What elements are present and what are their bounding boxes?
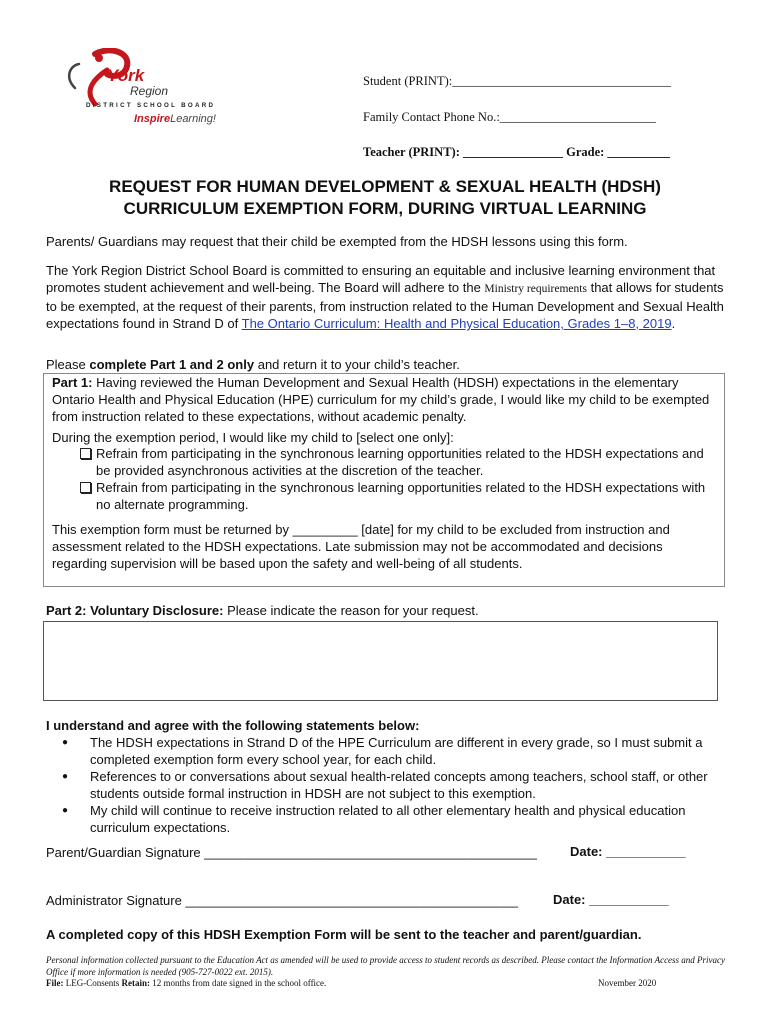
bullet-1-dot: ● [62, 737, 69, 748]
return-by-text: This exemption form must be returned by _________ [date] for my child to be excluded from instruction and assessment related to the HDSH expectations. Late submission may not be accommodated and decisions regarding supervision will be based upon the safety and well-being of all students. [52, 522, 670, 571]
exemption-period-text: During the exemption period, I would like my child to [select one only]: [52, 430, 454, 445]
form-version-date: November 2020 [598, 978, 657, 988]
part1-text: Part 1: Having reviewed the Human Development and Sexual Health (HDSH) expectations in the elementary Ontario Health and Physical Education (HPE) curriculum for my child’s grade, I would like my child to be exempted from instruction related to these expectations, without academic penalty. [52, 375, 710, 424]
ministry-requirements-text: Ministry requirements [484, 283, 587, 295]
option1-label: Refrain from participating in the synchronous learning opportunities related to the HDSH expectations and be provided asynchronous activities at the discretion of the teacher. [96, 446, 704, 478]
option2-label: Refrain from participating in the synchronous learning opportunities related to the HDSH expectations with no alternate programming. [96, 480, 706, 512]
agreement-item-3: My child will continue to receive instruction related to all other elementary health and physical education curriculum expectations. [90, 803, 686, 835]
family-phone-field[interactable]: Family Contact Phone No.:_________________________ [363, 110, 657, 124]
student-name-field[interactable]: Student (PRINT):___________________________________ [363, 74, 671, 88]
intro-paragraph-3: Please complete Part 1 and 2 only and return it to your child’s teacher. [46, 357, 460, 372]
intro-paragraph-1: Parents/ Guardians may request that their child be exempted from the HDSH lessons using this form. [46, 234, 628, 249]
admin-signature-line[interactable]: Administrator Signature ______________________________________________ [46, 893, 519, 908]
agreement-item-1: The HDSH expectations in Strand D of the HPE Curriculum are different in every grade, so I must submit a completed exemption form every school year, for each child. [90, 735, 703, 767]
intro-paragraph-2: The York Region District School Board is committed to ensuring an equitable and inclusive learning environment that promotes student achievement and well-being. The Board will adhere to the Ministry requirements that allows for students to be exempted, at the request of their parents, from instruction related to the Human Development and Sexual Health expectations found in Strand D of The Ontario Curriculum: Health and Physical Education, Grades 1–8, 2019. [46, 263, 724, 331]
agreement-heading: I understand and agree with the following statements below: [46, 718, 420, 733]
option1-checkbox[interactable] [80, 448, 91, 459]
agreement-item-2: References to or conversations about sexual health-related concepts among teachers, school staff, or other students outside formal instruction in HDSH are not subject to this exemption. [90, 769, 708, 801]
ontario-curriculum-link[interactable]: The Ontario Curriculum: Health and Physical Education, Grades 1–8, 2019 [241, 316, 672, 331]
disclosure-textbox[interactable] [43, 621, 718, 701]
parent-signature-line[interactable]: Parent/Guardian Signature ______________________________________________ [46, 845, 537, 860]
parent-date-line[interactable]: Date: ___________ [570, 844, 686, 859]
option2-checkbox[interactable] [80, 482, 91, 493]
bullet-3-dot: ● [62, 805, 69, 816]
file-retention-info: File: LEG-Consents Retain: 12 months from date signed in the school office. [46, 978, 327, 988]
bullet-2-dot: ● [62, 771, 69, 782]
part2-heading: Part 2: Voluntary Disclosure: Please indicate the reason for your request. [46, 603, 479, 618]
form-title-line2: CURRICULUM EXEMPTION FORM, DURING VIRTUAL LEARNING [123, 199, 647, 218]
logo-york-text: York [107, 66, 145, 85]
privacy-notice: Personal information collected pursuant to the Education Act as amended will be used to provide access to student records as described. Please contact the Information Access and Privacy Office if more information is needed (905-727-0022 ext. 2015). [46, 955, 726, 977]
admin-date-line[interactable]: Date: ___________ [553, 892, 669, 907]
form-title-line1: REQUEST FOR HUMAN DEVELOPMENT & SEXUAL HEALTH (HDSH) [109, 177, 661, 196]
logo-inspire-text: InspireLearning! [134, 113, 216, 125]
logo-region-text: Region [130, 84, 169, 98]
completed-copy-note: A completed copy of this HDSH Exemption Form will be sent to the teacher and parent/guardian. [46, 927, 642, 942]
logo-board-text: DISTRICT SCHOOL BOARD [86, 102, 216, 109]
teacher-grade-field[interactable]: Teacher (PRINT): ________________ Grade: __________ [363, 145, 670, 159]
